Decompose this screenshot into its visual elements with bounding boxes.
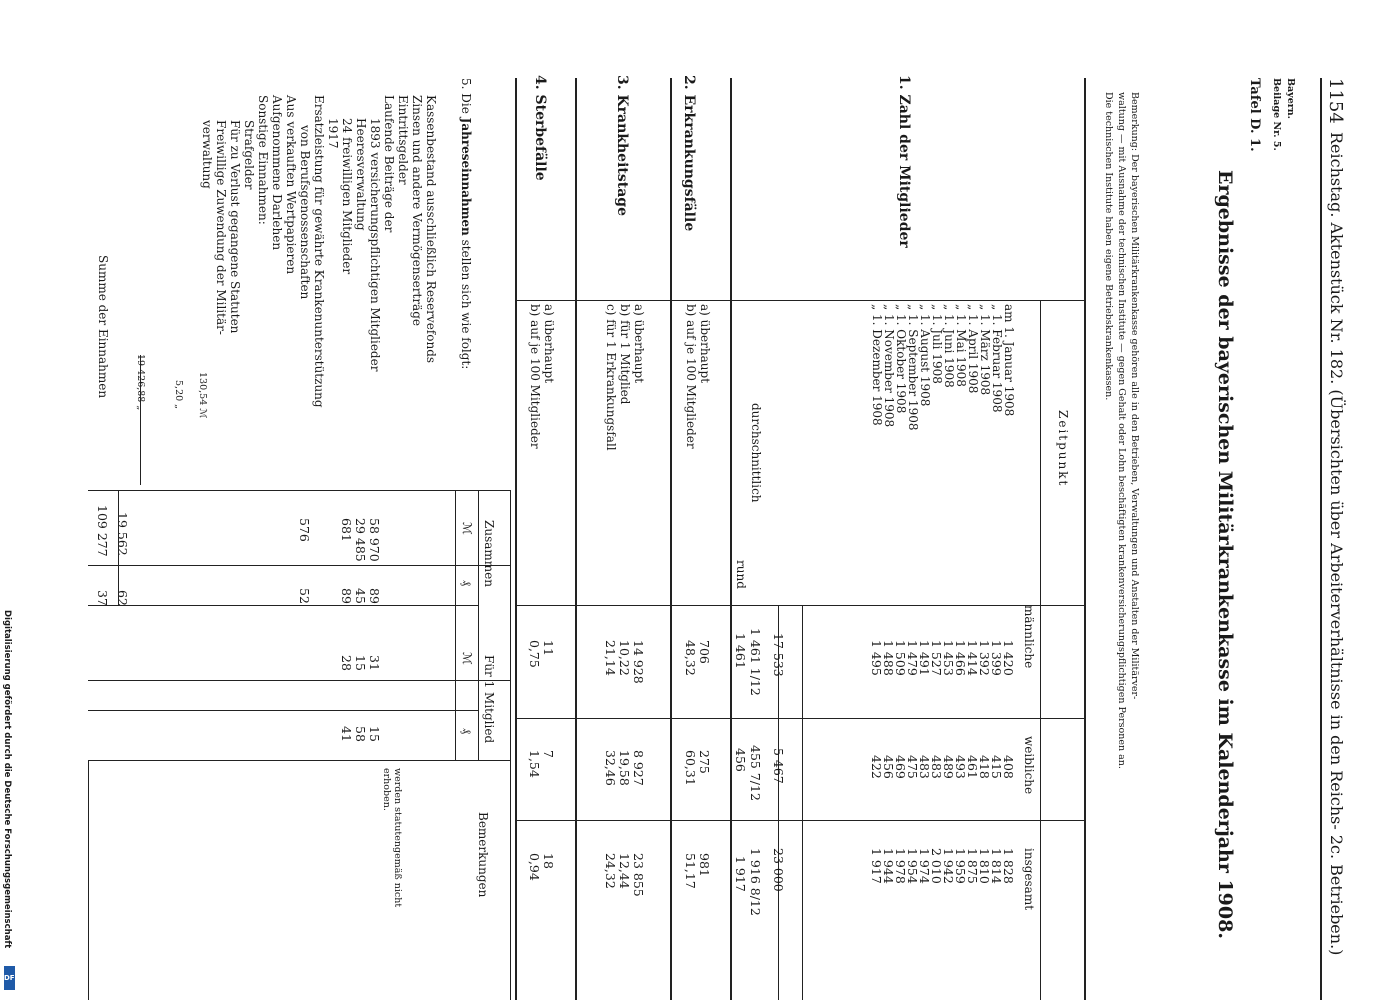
- table-divider-2: [670, 78, 672, 1000]
- income-header-zusammen: Zusammen: [482, 520, 496, 587]
- sickdays-row-w: 8 927: [631, 750, 646, 786]
- member-row-w: 483: [917, 755, 932, 779]
- member-row-label: „ 1. August 1908: [918, 304, 932, 407]
- income-row-label: Eintrittsgelder: [396, 95, 410, 185]
- income-header-mark-2: ℳ: [460, 652, 474, 665]
- member-row-w: 469: [893, 755, 908, 779]
- income-row-zp: 89: [367, 588, 382, 604]
- member-row-label: „ 1. März 1908: [978, 304, 992, 396]
- member-row-m: 1 420: [1001, 640, 1016, 676]
- sickdays-row-label: c) für 1 Erkrankungsfall: [604, 304, 618, 451]
- member-row-m: 1 479: [905, 640, 920, 676]
- deaths-row-m: 0,75: [527, 640, 542, 668]
- illness-row-label: b) auf je 100 Mitglieder: [684, 304, 698, 449]
- sonstige-zuwendung: 19 426,88 „: [135, 354, 146, 411]
- income-row-label: 24 freiwilligen Mitglieder: [340, 118, 354, 275]
- table-header-divider: [1040, 300, 1041, 1000]
- section-3-label: 3. Krankheitstage: [614, 75, 630, 216]
- income-note: werden statutengemäß nicht erhoben.: [381, 768, 403, 908]
- income-col-rule-6: [88, 760, 511, 761]
- col-header-maennliche: männliche: [1022, 605, 1036, 669]
- member-row-i: 1 828: [1001, 848, 1016, 884]
- remark-2-rot: waltung — mit Ausnahme der technischen Institute — gegen Gehalt oder Lohn beschäftigten krankenversicherungspflichtigen Personen an.: [1116, 92, 1127, 769]
- member-row-i: 1 959: [953, 848, 968, 884]
- member-row-m: 1 491: [917, 640, 932, 676]
- income-sum-label: Summe der Einnahmen: [96, 255, 110, 399]
- member-row-m: 1 509: [893, 640, 908, 676]
- sonstige-strafgelder: 130,54 ℳ: [197, 372, 208, 419]
- members-round-label: rund: [734, 560, 748, 589]
- members-round-m: 1 461: [733, 633, 748, 669]
- sickdays-row-w: 32,46: [603, 750, 618, 786]
- income-row-label: Für zu Verlust gegangene Statuten: [228, 120, 242, 334]
- income-col-rule-3: [88, 605, 478, 606]
- main-title-rot: Ergebnisse der bayerischen Militärkrankenkasse im Kalenderjahr 1908.: [1214, 170, 1236, 939]
- col-header-weibliche: weibliche: [1022, 736, 1036, 795]
- income-col-rule-1: [88, 490, 511, 491]
- income-col-rule-2: [88, 565, 511, 566]
- header-rule: [1320, 78, 1322, 1000]
- members-avg-label: durchschnittlich: [749, 403, 763, 503]
- deaths-row-w: 1,54: [527, 750, 542, 778]
- dfg-logo-text: DFG: [4, 974, 21, 982]
- member-row-label: „ 1. Juli 1908: [930, 304, 944, 384]
- income-row-label: Freiwillige Zuwendung der Militär-: [214, 120, 228, 335]
- income-row-fp: 58: [353, 726, 368, 742]
- remark-3-rot: Die technischen Institute haben eigene Betriebskrankenkassen.: [1103, 92, 1114, 401]
- income-row-label: Laufende Beiträge der: [382, 95, 396, 233]
- sickdays-row-w: 19,58: [617, 750, 632, 786]
- income-intro: [459, 78, 473, 369]
- member-row-label: am 1. Januar 1908: [1002, 304, 1016, 417]
- dfg-logo: [4, 966, 21, 990]
- member-row-m: 1 466: [953, 640, 968, 676]
- sickdays-row-i: 24,32: [603, 853, 618, 889]
- member-row-i: 1 942: [941, 848, 956, 884]
- member-row-i: 1 954: [905, 848, 920, 884]
- member-row-w: 475: [905, 755, 920, 779]
- table-divider-4: [515, 78, 517, 1000]
- page-number-rot: 1154: [1325, 78, 1346, 124]
- income-row-label: Kassenbestand ausschließlich Reservefonds: [424, 95, 438, 364]
- sickdays-row-i: 23 855: [631, 853, 646, 897]
- members-round-i: 1 917: [733, 856, 748, 892]
- income-row-label: Aus verkauften Wertpapieren: [284, 95, 298, 275]
- page-header-title-rot: Reichstag. Aktenstück Nr. 182. (Übersichten über Arbeiterverhältnisse in den Reichs- 2c. Betrieben.): [1327, 132, 1346, 956]
- col-rule-m: [515, 605, 1085, 606]
- member-row-i: 1 978: [893, 848, 908, 884]
- sickdays-row-label: b) für 1 Mitglied: [618, 304, 632, 405]
- members-total-w: 5 467: [771, 748, 786, 784]
- income-intro-prefix: 5. Die: [459, 78, 473, 114]
- income-row-label: verwaltung: [200, 120, 214, 189]
- sonstige-total-zm: 19 562: [115, 512, 130, 556]
- member-row-m: 1 495: [869, 640, 884, 676]
- member-row-i: 1 810: [977, 848, 992, 884]
- income-top-rule: [510, 490, 511, 1000]
- member-row-w: 483: [929, 755, 944, 779]
- illness-row-m: 706: [697, 640, 712, 664]
- table-divider-1: [730, 78, 732, 1000]
- member-row-w: 418: [977, 755, 992, 779]
- sonstige-total-zp: 62: [115, 590, 130, 606]
- income-row-zm: 58 970: [367, 518, 382, 562]
- col-rule-w: [515, 718, 1085, 719]
- member-row-w: 493: [953, 755, 968, 779]
- income-header-mark-1: ℳ: [460, 522, 474, 535]
- member-row-w: 408: [1001, 755, 1016, 779]
- member-row-m: 1 392: [977, 640, 992, 676]
- income-row-zm: 681: [339, 518, 354, 542]
- sonstige-statuten: 5,20 „: [173, 380, 184, 410]
- member-row-label: „ 1. April 1908: [966, 304, 980, 394]
- income-row-label: Zinsen und andere Vermögenserträge: [410, 95, 424, 326]
- member-row-label: „ 1. Mai 1908: [954, 304, 968, 387]
- members-avg-w: 455 7/12: [748, 745, 763, 801]
- income-row-fm: 31: [367, 655, 382, 671]
- members-avg-m: 1 461 1/12: [748, 628, 763, 696]
- income-row-fm: 28: [339, 655, 354, 671]
- state-rot: Bayern.: [1285, 78, 1296, 119]
- table-top-border: [1084, 78, 1086, 1000]
- section-1-label: 1. Zahl der Mitglieder: [896, 75, 912, 248]
- sickdays-row-m: 14 928: [631, 640, 646, 684]
- beilage-rot: Beilage Nr. 5.: [1271, 78, 1282, 151]
- income-row-zp: 45: [353, 588, 368, 604]
- member-row-i: 1 875: [965, 848, 980, 884]
- illness-row-i: 51,17: [683, 853, 698, 889]
- income-intro-suffix: stellen sich wie folgt:: [459, 239, 473, 370]
- sickdays-row-m: 10,22: [617, 640, 632, 676]
- col-header-insgesamt: insgesamt: [1022, 848, 1036, 911]
- member-row-i: 1 944: [881, 848, 896, 884]
- member-row-w: 422: [869, 755, 884, 779]
- income-row-label: 1893 versicherungspflichtigen Mitglieder: [368, 118, 382, 372]
- table-divider-3: [575, 78, 577, 1000]
- income-header-rule-1: [478, 490, 479, 760]
- member-row-m: 1 453: [941, 640, 956, 676]
- income-header-rule-2: [455, 490, 456, 760]
- illness-row-w: 60,31: [683, 750, 698, 786]
- section-4-label: 4. Sterbefälle: [532, 75, 548, 181]
- deaths-row-i: 0,94: [527, 853, 542, 881]
- income-sum-zm: 109 277: [95, 505, 110, 557]
- income-header-pf-1: ₰: [460, 580, 474, 586]
- member-row-label: „ 1. November 1908: [882, 304, 896, 428]
- illness-row-label: a) überhaupt: [698, 304, 712, 384]
- members-avg-i: 1 916 8/12: [748, 848, 763, 916]
- income-row-label: Heeresverwaltung: [354, 118, 368, 231]
- col-header-zeitpunkt-rot: Zeitpunkt: [1056, 410, 1070, 488]
- col-rule-label: [515, 300, 1085, 301]
- member-row-w: 415: [989, 755, 1004, 779]
- sickdays-row-label: a) überhaupt: [632, 304, 646, 384]
- member-row-m: 1 399: [989, 640, 1004, 676]
- member-row-i: 1 814: [989, 848, 1004, 884]
- income-col-rule-4: [88, 680, 511, 681]
- income-row-fp: 41: [339, 726, 354, 742]
- member-row-label: „ 1. Februar 1908: [990, 304, 1004, 413]
- member-row-w: 461: [965, 755, 980, 779]
- remark-1-rot: Bemerkung: Der bayerischen Militärkrankenkasse gehören alle in den Betrieben, Verwaltungen und Anstalten der Militärver-: [1129, 92, 1140, 700]
- illness-row-w: 275: [697, 750, 712, 774]
- member-row-i: 1 974: [917, 848, 932, 884]
- deaths-row-label: b) auf je 100 Mitglieder: [528, 304, 542, 449]
- member-row-w: 456: [881, 755, 896, 779]
- income-row-label: Aufgenommene Darlehen: [270, 95, 284, 251]
- income-row-zp: 52: [297, 588, 312, 604]
- deaths-row-label: a) überhaupt: [542, 304, 556, 384]
- sonstige-rule: [140, 355, 141, 485]
- member-row-i: 1 917: [869, 848, 884, 884]
- income-intro-bold: Jahreseinnahmen: [459, 117, 473, 236]
- member-row-label: „ 1. September 1908: [906, 304, 920, 431]
- income-row-zp: 89: [339, 588, 354, 604]
- income-row-zm: 576: [297, 518, 312, 542]
- members-sum-line: [802, 605, 803, 1000]
- deaths-row-m: 11: [541, 640, 556, 656]
- income-row-label: Strafgelder: [242, 120, 256, 190]
- illness-row-m: 48,32: [683, 640, 698, 676]
- digitization-credit: Digitalisierung gefördert durch die Deutsche Forschungsgemeinschaft: [2, 610, 12, 949]
- income-row-label: von Berufsgenossenschaften: [298, 125, 312, 300]
- illness-row-i: 981: [697, 853, 712, 877]
- section-2-label: 2. Erkrankungsfälle: [681, 75, 697, 232]
- income-bottom-rule: [88, 760, 89, 1000]
- income-row-fp: 15: [367, 726, 382, 742]
- income-row-zm: 29 485: [353, 518, 368, 562]
- income-sum-zp: 37: [95, 590, 110, 606]
- income-row-label: Sonstige Einnahmen:: [256, 95, 270, 225]
- income-col-rule-5: [88, 710, 478, 711]
- income-header-fuer1: Für 1 Mitglied: [482, 655, 496, 744]
- income-row-label: 1917: [326, 118, 340, 149]
- member-row-m: 1 488: [881, 640, 896, 676]
- member-row-i: 2 010: [929, 848, 944, 884]
- income-header-bemerkungen: Bemerkungen: [476, 812, 490, 898]
- sickdays-row-i: 12,44: [617, 853, 632, 889]
- income-sum-rule: [118, 490, 119, 605]
- member-row-w: 489: [941, 755, 956, 779]
- deaths-row-i: 18: [541, 853, 556, 869]
- tafel-rot: Tafel D. 1.: [1247, 78, 1262, 152]
- income-row-fm: 15: [353, 655, 368, 671]
- income-row-label: Ersatzleistung für gewährte Krankenunterstützung: [312, 95, 326, 408]
- sickdays-row-m: 21,14: [603, 640, 618, 676]
- members-round-w: 456: [733, 748, 748, 772]
- member-row-m: 1 414: [965, 640, 980, 676]
- member-row-label: „ 1. Oktober 1908: [894, 304, 908, 414]
- income-header-pf-2: ₰: [460, 728, 474, 734]
- deaths-row-w: 7: [541, 750, 556, 758]
- col-rule-i: [515, 820, 1085, 821]
- member-row-m: 1 527: [929, 640, 944, 676]
- members-total-i: 23 000: [771, 848, 786, 892]
- member-row-label: „ 1. Dezember 1908: [870, 304, 884, 426]
- member-row-label: „ 1. Juni 1908: [942, 304, 956, 388]
- members-total-m: 17 533: [771, 633, 786, 677]
